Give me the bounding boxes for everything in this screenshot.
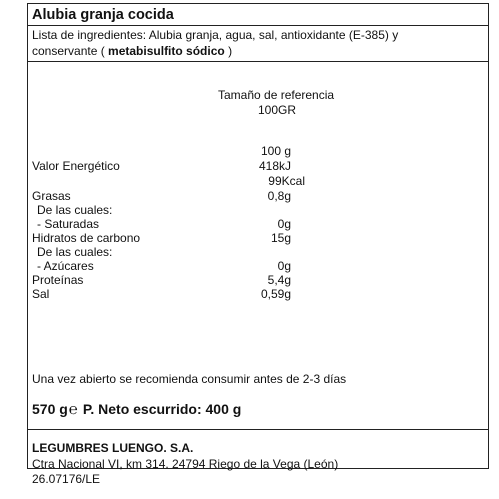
row-value: 0g: [277, 217, 291, 231]
product-name: Alubia granja cocida: [32, 7, 174, 23]
energy-kcal: 99Kcal: [268, 174, 305, 188]
ingredients-allergen: metabisulfito sódico: [108, 44, 225, 58]
column-header: 100 g: [260, 144, 291, 158]
ingredients-line-2: [32, 44, 232, 58]
row-value: 15g: [270, 231, 291, 245]
divider-ingredients: [28, 61, 488, 62]
ingredients-suffix: ): [224, 44, 233, 58]
row-value: 0,8g: [267, 189, 291, 203]
energy-label: Valor Energético: [32, 159, 120, 173]
row-value: 0,59g: [260, 287, 291, 301]
nutrition-label: [27, 3, 489, 486]
row-label: De las cuales:: [37, 245, 113, 259]
company-name: LEGUMBRES LUENGO. S.A.: [32, 441, 194, 455]
storage-note: Una vez abierto se recomienda consumir antes de 2-3 días: [32, 372, 347, 386]
divider-top: [28, 25, 488, 26]
row-label: De las cuales:: [37, 203, 113, 217]
ingredients-prefix: conservante (: [32, 44, 109, 58]
energy-kj: 418kJ: [258, 159, 291, 173]
row-label: - Azúcares: [37, 259, 94, 273]
row-value: 0g: [277, 259, 291, 273]
ingredients-line-1: Lista de ingredientes: Alubia granja, agua, sal, antioxidante (E-385) y: [32, 28, 399, 42]
divider-company: [28, 429, 488, 430]
reference-amount: 100GR: [258, 103, 297, 117]
company-address: Ctra Nacional VI, km 314. 24794 Riego de la Vega (León): [32, 457, 339, 471]
row-label: Proteínas: [32, 273, 84, 287]
net-weight-line: [32, 401, 241, 418]
registry-number: 26.07176/LE: [32, 472, 101, 486]
net-weight: 570 g: [32, 401, 68, 417]
row-value: 5,4g: [267, 273, 291, 287]
row-label: - Saturadas: [37, 217, 100, 231]
row-label: Sal: [32, 287, 50, 301]
estimated-sign-icon: ℮: [68, 401, 78, 418]
row-label: Hidratos de carbono: [32, 231, 141, 245]
drained-weight: P. Neto escurrido: 400 g: [82, 401, 242, 417]
reference-title: Tamaño de referencia: [218, 88, 335, 102]
row-label: Grasas: [32, 189, 71, 203]
